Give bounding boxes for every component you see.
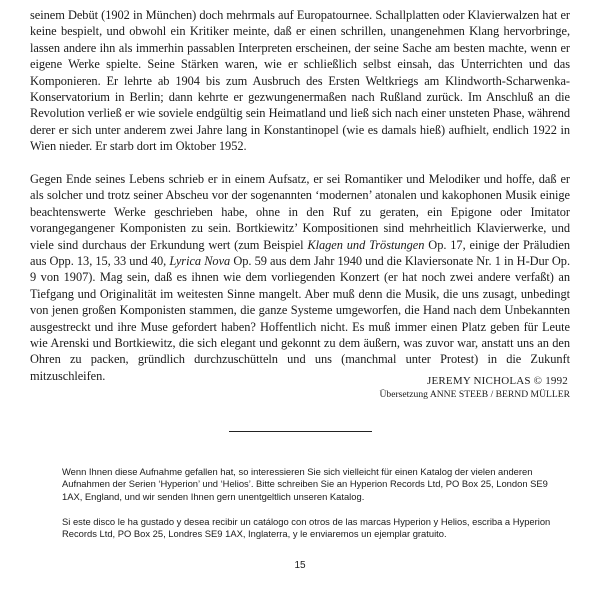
work-title-klagen: Klagen und Tröstungen bbox=[307, 237, 425, 252]
paragraph-2-text-c: Op. 59 aus dem Jahr 1940 und die Klaviersonate Nr. 1 in H-Dur Op. 9 von 1907). Mag sein, daß es ihnen wie dem vorliegenden Konzert (er hat noch zwei andere verfaßt) an Tiefgang und Originalität im weitesten Sinne mangelt. Aber muß denn die Musik, die uns zusagt, unbedingt von jenen großen Komponisten stammen, die ganze Systeme umgeworfen, die Hand nach dem Unbekannten ausgestreckt und ihre Muse gefordert haben? Hoffentlich nicht. Es muß immer einen Platz geben für Leute wie Arenski und Bortkiewitz, die sich elegant und gekonnt zu dem äußern, was zuvor war, anstatt uns an den Ohren zu packen, gründlich durchzuschütteln und uns (manchmal unter Protest) in die Zukunft mitzuschleifen. bbox=[30, 254, 571, 383]
catalog-note-spanish: Si este disco le ha gustado y desea recibir un catálogo con otros de las marcas Hyperion y Helios, escriba a Hyperion Records Ltd, PO Box 25, Londres SE9 1AX, Inglaterra, y le enviaremos un ejemplar gratuito. bbox=[62, 516, 551, 540]
work-title-lyrica-nova: Lyrica Nova bbox=[169, 254, 231, 269]
author-credit: JEREMY NICHOLAS © 1992 bbox=[427, 375, 568, 387]
catalog-note-german: Wenn Ihnen diese Aufnahme gefallen hat, so interessieren Sie sich vielleicht für einen Katalog der vielen anderen Aufnahmen der Serien ‘Hyperion’ und ‘Helios’. Bitte schreiben Sie an Hyperion Records Ltd, PO Box 25, London SE9 1AX, England, und wir senden Ihnen gern unentgeltlich unseren Katalog. bbox=[62, 466, 548, 502]
section-divider bbox=[229, 431, 372, 432]
paragraph-2-text-b: Op. 17, einige der Präludien aus Opp. 13, 15, 33 und 40, bbox=[30, 237, 571, 269]
translator-credit: Übersetzung ANNE STEEB / BERND MÜLLER bbox=[379, 389, 570, 400]
article-paragraph-2 bbox=[30, 171, 570, 384]
page-number: 15 bbox=[294, 560, 306, 571]
paragraph-2-text-a: Gegen Ende seines Lebens schrieb er in einem Aufsatz, er sei Romantiker und Melodiker und hoffe, daß er als solcher und trotz seiner Abscheu vor der sogenannten ‘modernen’ atonalen und kakophonen Musik einige beachtenswerte Werke geschrieben habe, ohne in den Ruf zu geraten, ein Epigone oder Imitator vorangegangener Komponisten zu sein. Bortkiewitz’ Kompositionen sind mehrheitlich Klavierwerke, und viele sind durchaus der Erkundung wert (zum Beispiel bbox=[30, 172, 570, 252]
article-paragraph-1: seinem Debüt (1902 in München) doch mehrmals auf Europatournee. Schallplatten oder Klavierwalzen hat er keine bespielt, und obwohl ein Kritiker meinte, daß er einen schrillen, unangenehmen Klang hervorbringe, lassen andere ihn als immerhin passablen Interpreten erscheinen, der seine Sache am besten machte, wenn er eigene Werke spielte. Seine Stärken waren, wie er schließlich selbst einsah, das Unterrichten und das Komponieren. Er lehrte ab 1904 bis zum Ausbruch des Ersten Weltkriegs am Klindworth-Scharwenka-Konservatorium in Berlin; dann kehrte er gezwungenermaßen nach Rußland zurück. Im Anschluß an die Revolution verließ er wie soviele endgültig sein Heimatland und ließ sich nach einer unsteten Phase, während derer er sich unter anderem zwei Jahre lang in Konstantinopel (wie es damals hieß) aufhielt, endlich 1922 in Wien nieder. Er starb dort im Oktober 1952. bbox=[30, 8, 570, 154]
